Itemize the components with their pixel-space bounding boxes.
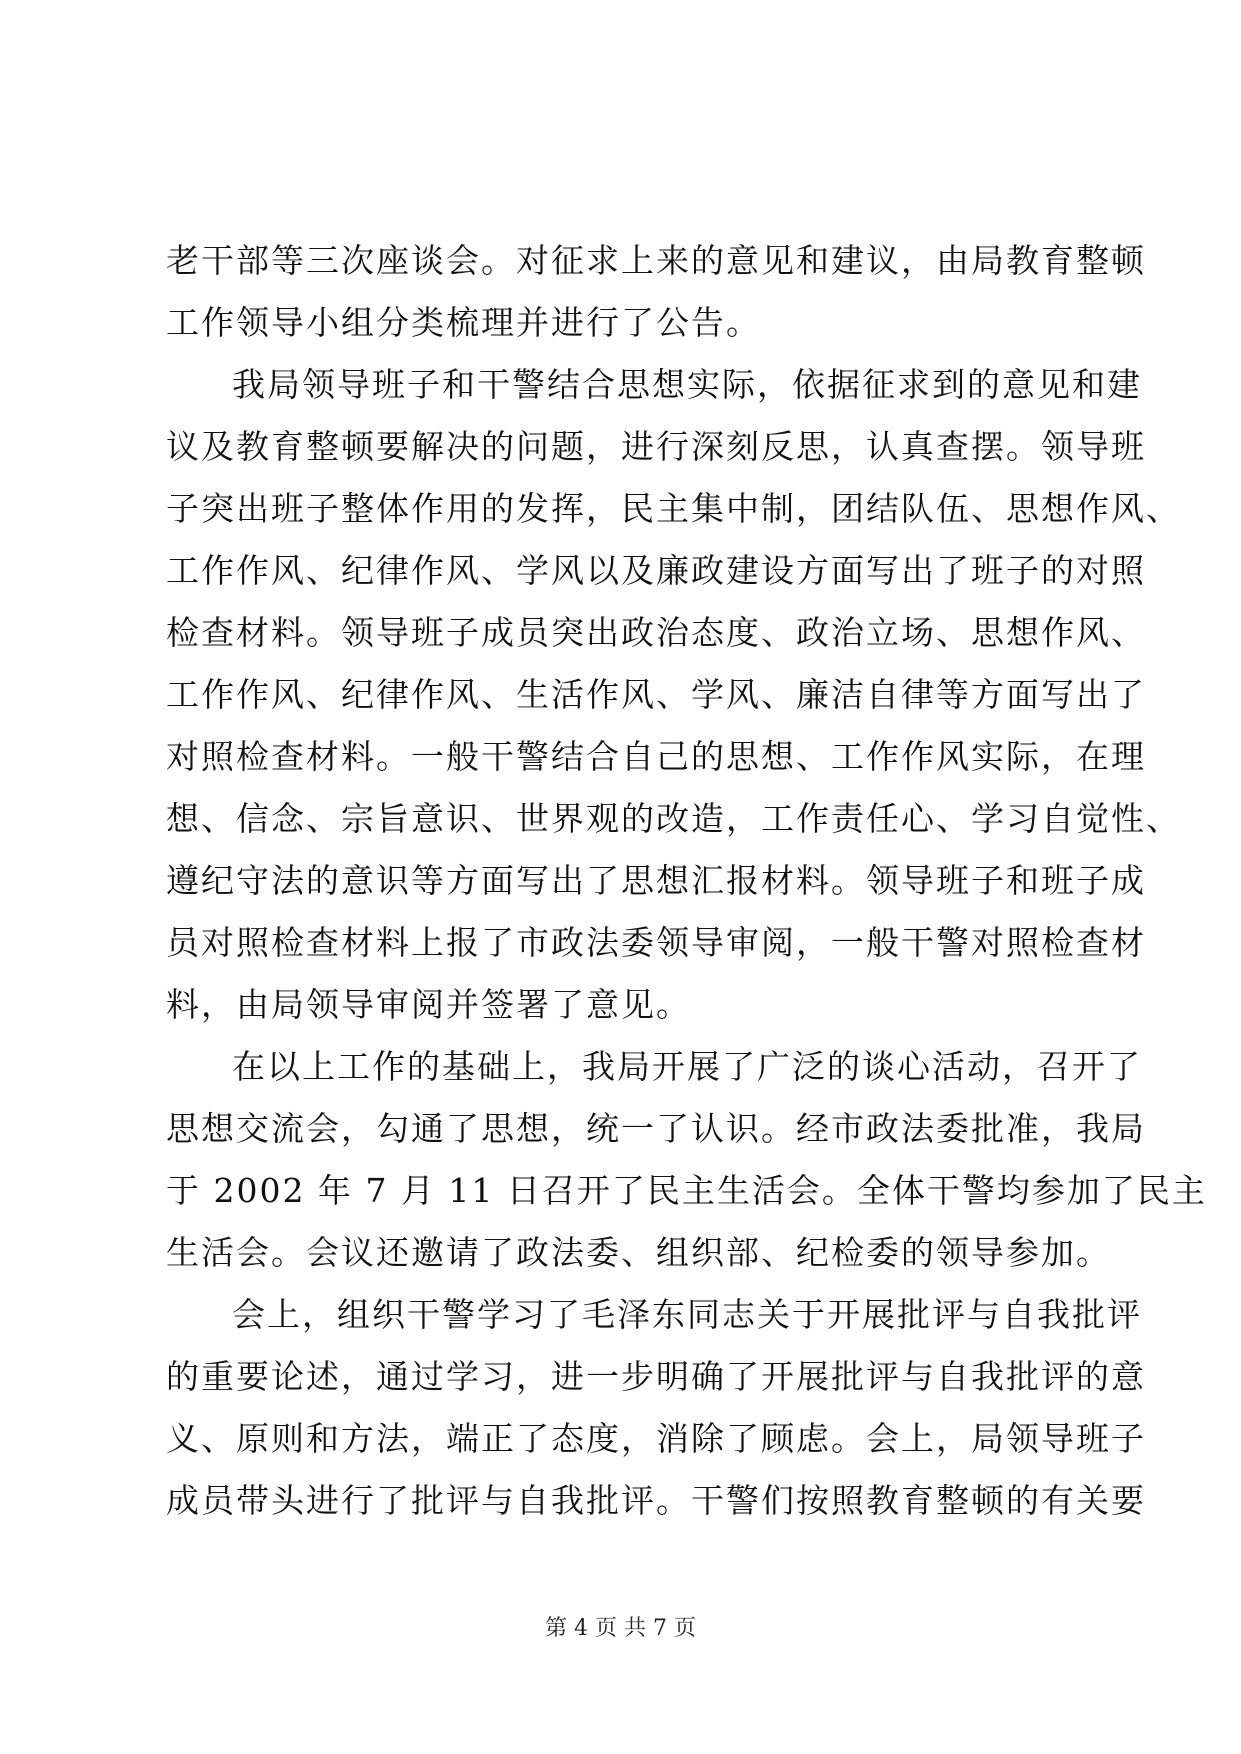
text-line: 生活会。会议还邀请了政法委、组织部、纪检委的领导参加。 bbox=[166, 1233, 1111, 1272]
text-line: 会上，组织干警学习了毛泽东同志关于开展批评与自我批评 bbox=[232, 1295, 1142, 1334]
text-line: 成员带头进行了批评与自我批评。干警们按照教育整顿的有关要 bbox=[166, 1481, 1146, 1520]
page-number-footer: 第 4 页 共 7 页 bbox=[545, 1616, 696, 1641]
text-line: 子突出班子整体作用的发挥，民主集中制，团结队伍、思想作风、 bbox=[166, 489, 1181, 528]
text-line: 想、信念、宗旨意识、世界观的改造，工作责任心、学习自觉性、 bbox=[166, 799, 1181, 838]
text-line: 检查材料。领导班子成员突出政治态度、政治立场、思想作风、 bbox=[166, 613, 1146, 652]
text-line: 于 2002 年 7 月 11 日召开了民主生活会。全体干警均参加了民主 bbox=[166, 1171, 1207, 1210]
text-line: 工作作风、纪律作风、生活作风、学风、廉洁自律等方面写出了 bbox=[166, 675, 1146, 714]
text-line: 议及教育整顿要解决的问题，进行深刻反思，认真查摆。领导班 bbox=[166, 427, 1146, 466]
text-line: 我局领导班子和干警结合思想实际，依据征求到的意见和建 bbox=[232, 365, 1142, 404]
text-line: 对照检查材料。一般干警结合自己的思想、工作作风实际，在理 bbox=[166, 737, 1146, 776]
text-line: 工作领导小组分类梳理并进行了公告。 bbox=[166, 303, 761, 342]
text-line: 思想交流会，勾通了思想，统一了认识。经市政法委批准，我局 bbox=[166, 1109, 1146, 1148]
text-line: 义、原则和方法，端正了态度，消除了顾虑。会上，局领导班子 bbox=[166, 1419, 1146, 1458]
text-line: 老干部等三次座谈会。对征求上来的意见和建议，由局教育整顿 bbox=[166, 241, 1146, 280]
text-line: 的重要论述，通过学习，进一步明确了开展批评与自我批评的意 bbox=[166, 1357, 1146, 1396]
text-line: 在以上工作的基础上，我局开展了广泛的谈心活动，召开了 bbox=[232, 1047, 1142, 1086]
text-line: 遵纪守法的意识等方面写出了思想汇报材料。领导班子和班子成 bbox=[166, 861, 1146, 900]
text-line: 员对照检查材料上报了市政法委领导审阅，一般干警对照检查材 bbox=[166, 923, 1146, 962]
text-line: 料，由局领导审阅并签署了意见。 bbox=[166, 985, 691, 1024]
text-line: 工作作风、纪律作风、学风以及廉政建设方面写出了班子的对照 bbox=[166, 551, 1146, 590]
